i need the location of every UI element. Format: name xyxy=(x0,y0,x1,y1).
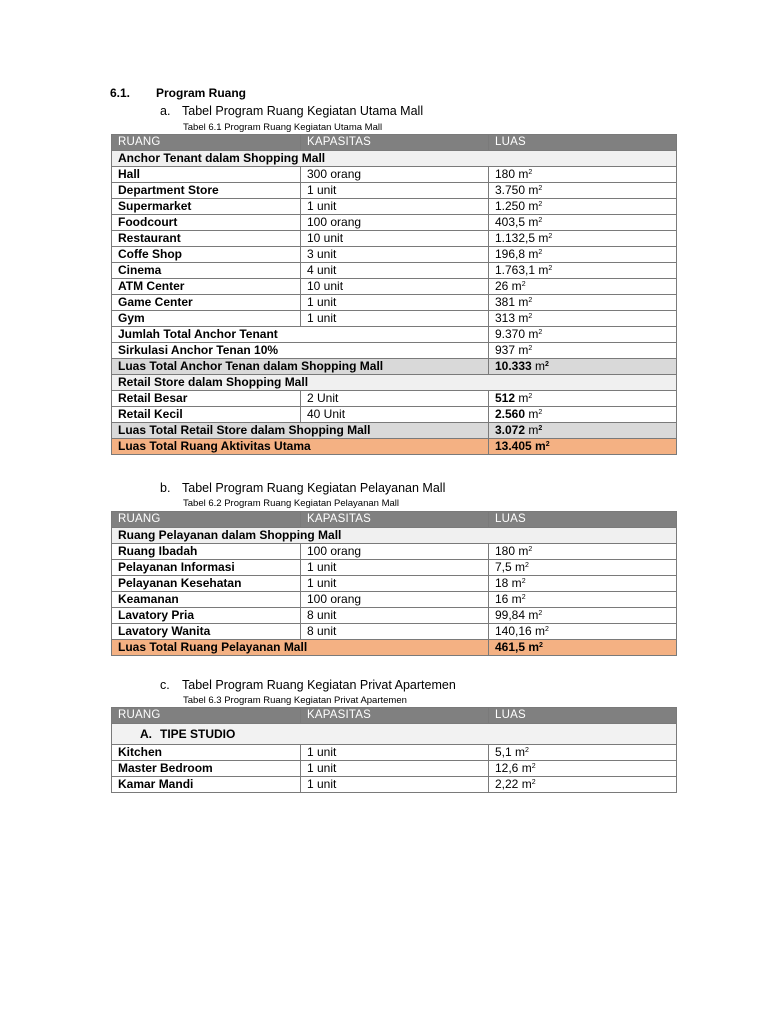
table-row: Master Bedroom 1 unit 12,6 $m^2$ xyxy=(112,761,677,777)
table-row: Coffe Shop 3 unit 196,8 $m^2$ xyxy=(112,247,677,263)
header-kapasitas: KAPASITAS xyxy=(301,512,489,528)
table-row: Department Store 1 unit 3.750 $m^2$ xyxy=(112,183,677,199)
table-row: Keamanan 100 orang 16 $m^2$ xyxy=(112,592,677,608)
table-3-letter: c. xyxy=(160,678,170,692)
table-1-letter: a. xyxy=(160,104,171,118)
row-sirkulasi: Sirkulasi Anchor Tenan 10% 937 $m^2$ xyxy=(112,343,677,359)
section-row-retail-store: Retail Store dalam Shopping Mall xyxy=(112,375,677,391)
table-row: ATM Center 10 unit 26 $m^2$ xyxy=(112,279,677,295)
section-number: 6.1. xyxy=(110,86,131,100)
table-row: Kamar Mandi 1 unit 2,22 $m^2$ xyxy=(112,777,677,793)
table-row: Gym 1 unit 313 $m^2$ xyxy=(112,311,677,327)
table-row: Lavatory Pria 8 unit 99,84 $m^2$ xyxy=(112,608,677,624)
table-3-caption: Tabel 6.3 Program Ruang Kegiatan Privat Apartemen xyxy=(183,695,407,706)
table-row: Retail Kecil 40 Unit 2.560 $m^2$ xyxy=(112,407,677,423)
header-kapasitas: KAPASITAS xyxy=(301,135,489,151)
table-1-caption: Tabel 6.1 Program Ruang Kegiatan Utama Mall xyxy=(183,122,383,133)
table-row: Pelayanan Kesehatan 1 unit 18 $m^2$ xyxy=(112,576,677,592)
section-heading xyxy=(110,86,246,100)
table-row: Ruang Ibadah 100 orang 180 $m^2$ xyxy=(112,544,677,560)
table-3-title xyxy=(160,678,456,692)
section-title: Program Ruang xyxy=(156,86,247,100)
table-utama-mall xyxy=(111,134,677,455)
header-luas: LUAS xyxy=(489,708,677,724)
table-row: Restaurant 10 unit 1.132,5 $m^2$ xyxy=(112,231,677,247)
header-ruang: RUANG xyxy=(112,512,301,528)
row-luas-total-retail: Luas Total Retail Store dalam Shopping Mall 3.072 $m^2$ xyxy=(112,423,677,439)
table-header-row xyxy=(112,512,677,528)
table-row: Cinema 4 unit 1.763,1 $m^2$ xyxy=(112,263,677,279)
section-row-ruang-pelayanan: Ruang Pelayanan dalam Shopping Mall xyxy=(112,528,677,544)
section-row-tipe-studio: A. TIPE STUDIO xyxy=(112,724,677,745)
table-row: Pelayanan Informasi 1 unit 7,5 $m^2$ xyxy=(112,560,677,576)
table-1-title-text: Tabel Program Ruang Kegiatan Utama Mall xyxy=(182,104,424,118)
table-header-row xyxy=(112,708,677,724)
table-row: Game Center 1 unit 381 $m^2$ xyxy=(112,295,677,311)
table-row: Kitchen 1 unit 5,1 $m^2$ xyxy=(112,745,677,761)
table-privat-apartemen xyxy=(111,707,677,793)
table-pelayanan-mall xyxy=(111,511,677,656)
row-luas-total-pelayanan: Luas Total Ruang Pelayanan Mall 461,5 $m^2$ xyxy=(112,640,677,656)
table-row: Foodcourt 100 orang 403,5 $m^2$ xyxy=(112,215,677,231)
row-luas-total-utama: Luas Total Ruang Aktivitas Utama 13.405 $m^2$ xyxy=(112,439,677,455)
table-2-title xyxy=(160,481,445,495)
header-ruang: RUANG xyxy=(112,135,301,151)
table-1-title xyxy=(160,104,423,118)
header-kapasitas: KAPASITAS xyxy=(301,708,489,724)
table-header-row xyxy=(112,135,677,151)
table-2-caption: Tabel 6.2 Program Ruang Kegiatan Pelayanan Mall xyxy=(183,498,399,509)
table-row: Hall 300 orang 180 $m^2$ xyxy=(112,167,677,183)
table-row: Lavatory Wanita 8 unit 140,16 $m^2$ xyxy=(112,624,677,640)
header-luas: LUAS xyxy=(489,512,677,528)
header-ruang: RUANG xyxy=(112,708,301,724)
header-luas: LUAS xyxy=(489,135,677,151)
row-luas-total-anchor: Luas Total Anchor Tenan dalam Shopping Mall 10.333 $m^2$ xyxy=(112,359,677,375)
table-row: Supermarket 1 unit 1.250 $m^2$ xyxy=(112,199,677,215)
row-jumlah-total-anchor: Jumlah Total Anchor Tenant 9.370 $m^2$ xyxy=(112,327,677,343)
table-3-title-text: Tabel Program Ruang Kegiatan Privat Apartemen xyxy=(182,678,456,692)
section-row-anchor-tenant: Anchor Tenant dalam Shopping Mall xyxy=(112,151,677,167)
table-row: Retail Besar 2 Unit 512 $m^2$ xyxy=(112,391,677,407)
table-2-letter: b. xyxy=(160,481,171,495)
table-2-title-text: Tabel Program Ruang Kegiatan Pelayanan Mall xyxy=(182,481,446,495)
